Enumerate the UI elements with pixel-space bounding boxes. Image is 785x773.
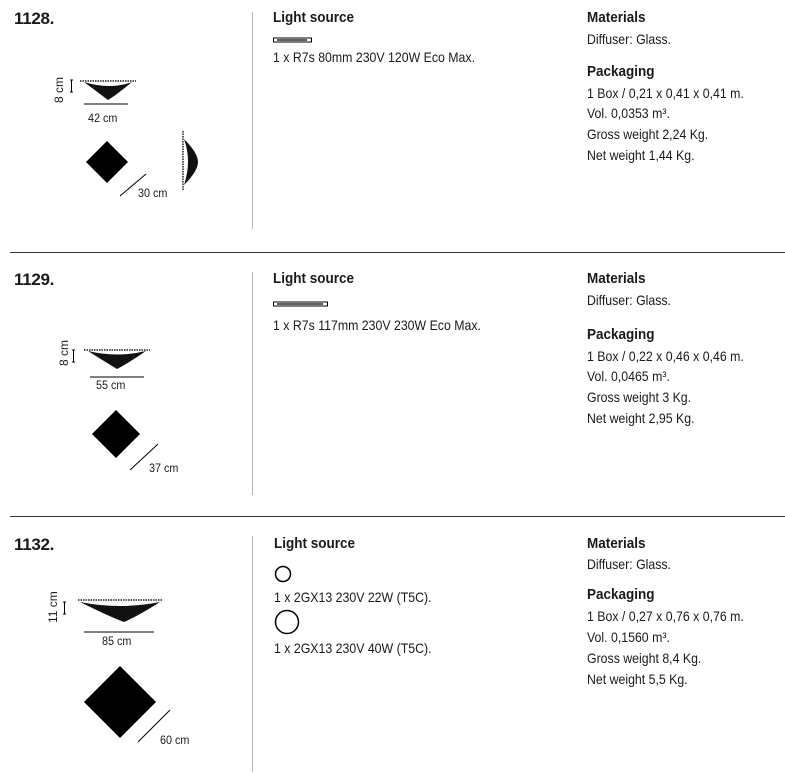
packaging-line: Gross weight 8,4 Kg.: [587, 650, 702, 666]
packaging-line: 1 Box / 0,27 x 0,76 x 0,76 m.: [587, 608, 744, 624]
lamp-wall-view-icon: [180, 131, 200, 193]
packaging-line: Gross weight 3 Kg.: [587, 389, 692, 405]
light-source-line: 1 x 2GX13 230V 22W (T5C).: [274, 589, 432, 605]
dim-width: 42 cm: [88, 111, 118, 125]
dim-depth: 60 cm: [160, 733, 190, 747]
dim-depth: 37 cm: [149, 461, 179, 475]
packaging-line: Vol. 0,0353 m³.: [587, 105, 670, 121]
product-1128: [0, 0, 785, 253]
packaging-line: Vol. 0,1560 m³.: [587, 629, 670, 645]
packaging-line: 1 Box / 0,22 x 0,46 x 0,46 m.: [587, 348, 744, 364]
r7s-lamp-icon: [273, 301, 329, 307]
light-source-line: 1 x R7s 117mm 230V 230W Eco Max.: [273, 317, 481, 333]
product-code: 1129.: [14, 270, 55, 289]
materials-text: Diffuser: Glass.: [587, 31, 671, 47]
circular-lamp-large-icon: [274, 609, 300, 635]
light-source-heading: Light source: [274, 535, 356, 552]
dim-height: 11 cm: [46, 591, 60, 623]
packaging-line: 1 Box / 0,21 x 0,41 x 0,41 m.: [587, 85, 744, 101]
packaging-heading: Packaging: [587, 63, 655, 80]
product-1129: [0, 260, 785, 516]
packaging-line: Vol. 0,0465 m³.: [587, 368, 670, 384]
product-code: 1132.: [14, 535, 55, 554]
materials-heading: Materials: [587, 535, 646, 552]
materials-text: Diffuser: Glass.: [587, 556, 671, 572]
dim-depth: 30 cm: [138, 186, 168, 200]
packaging-line: Net weight 2,95 Kg.: [587, 410, 695, 426]
dim-width: 85 cm: [102, 634, 132, 648]
packaging-line: Net weight 1,44 Kg.: [587, 147, 695, 163]
packaging-line: Gross weight 2,24 Kg.: [587, 126, 709, 142]
product-1132: [0, 524, 785, 773]
circular-lamp-small-icon: [274, 565, 292, 583]
dim-height: 8 cm: [52, 76, 66, 103]
lamp-side-view-icon: [72, 344, 152, 382]
light-source-line: 1 x 2GX13 230V 40W (T5C).: [274, 640, 432, 656]
materials-heading: Materials: [587, 270, 646, 287]
dim-width: 55 cm: [96, 378, 126, 392]
packaging-heading: Packaging: [587, 586, 655, 603]
section-divider: [10, 252, 785, 253]
light-source-line: 1 x R7s 80mm 230V 120W Eco Max.: [273, 49, 476, 65]
light-source-heading: Light source: [273, 270, 355, 287]
dim-height: 8 cm: [57, 339, 71, 366]
packaging-line: Net weight 5,5 Kg.: [587, 671, 688, 687]
r7s-lamp-icon: [273, 37, 313, 43]
product-code: 1128.: [14, 9, 55, 28]
section-divider: [10, 516, 785, 517]
light-source-heading: Light source: [273, 9, 355, 26]
lamp-side-view-icon: [70, 76, 140, 106]
materials-text: Diffuser: Glass.: [587, 292, 671, 308]
packaging-heading: Packaging: [587, 326, 655, 343]
materials-heading: Materials: [587, 9, 646, 26]
